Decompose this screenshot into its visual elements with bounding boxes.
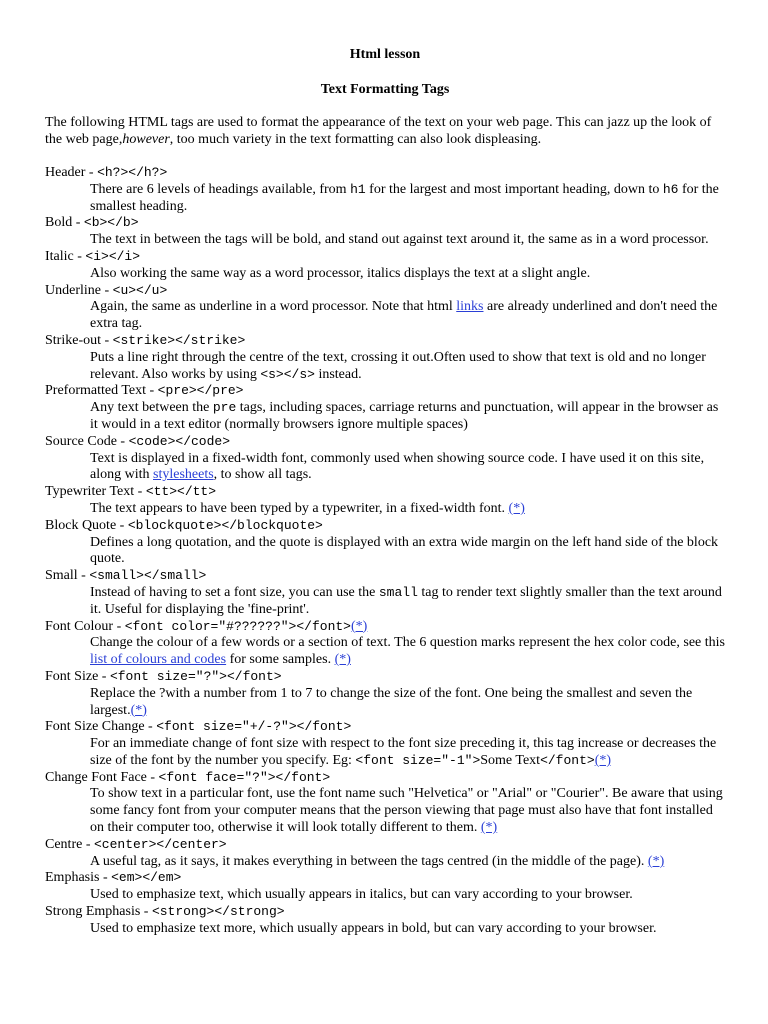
- page-title: Html lesson: [349, 47, 421, 62]
- desc-preformatted-text: [90, 400, 725, 434]
- term-label: Centre -: [45, 836, 94, 852]
- inline-code: small: [378, 584, 418, 600]
- term-label: Emphasis -: [45, 870, 112, 886]
- links-link[interactable]: links: [456, 299, 484, 315]
- term-label: Font Size -: [45, 668, 110, 684]
- desc-text: are already underlined and don't need the extra tag.: [90, 299, 718, 332]
- desc-text: Instead of having to set a font size, you can use the: [90, 584, 379, 600]
- desc-text: Change the colour of a few words or a section of text. The 6 question marks represent the hex color code, see this: [90, 635, 725, 651]
- term-tag: <tt></tt>: [145, 484, 217, 500]
- term-font-colour: [45, 619, 725, 636]
- desc-strike-out: [90, 350, 725, 384]
- example-link[interactable]: (*): [594, 752, 612, 768]
- term-label: Italic -: [45, 248, 86, 264]
- term-emphasis: [45, 870, 725, 887]
- term-tag: <b></b>: [83, 215, 139, 231]
- term-strike-out: [45, 333, 725, 350]
- inline-code: </font>: [540, 752, 595, 768]
- term-label: Small -: [45, 568, 90, 584]
- example-link[interactable]: (*): [350, 618, 368, 634]
- document-page: [45, 46, 725, 938]
- term-block-quote: [45, 518, 725, 535]
- term-label: Font Colour -: [45, 618, 125, 634]
- term-label: Typewriter Text -: [45, 484, 146, 500]
- desc-text: The text appears to have been typed by a typewriter, in a fixed-width font.: [90, 500, 509, 516]
- example-link[interactable]: (*): [508, 500, 525, 516]
- desc-text: Defines a long quotation, and the quote is displayed with an extra wide margin on the left hand side of the block quote.: [90, 534, 719, 567]
- desc-font-size-change: [90, 736, 725, 770]
- intro-paragraph: [45, 115, 725, 148]
- term-tag: <blockquote></blockquote>: [127, 517, 323, 533]
- term-source-code: [45, 434, 725, 451]
- desc-emphasis: [90, 887, 725, 904]
- term-strong-emphasis: [45, 904, 725, 921]
- term-font-size-change: [45, 719, 725, 736]
- intro-emphasis: however: [122, 131, 170, 147]
- desc-text: for the smallest heading.: [90, 181, 719, 214]
- desc-text: , to show all tags.: [213, 467, 312, 483]
- term-tag: <code></code>: [128, 433, 231, 449]
- term-centre: [45, 837, 725, 854]
- desc-text: Again, the same as underline in a word processor. Note that html: [90, 299, 457, 315]
- term-tag: <u></u>: [112, 282, 168, 298]
- desc-italic: [90, 266, 725, 283]
- desc-text: Replace the ?with a number from 1 to 7 to change the size of the font. One being the smallest and seven the largest.: [90, 685, 693, 718]
- intro-text: The following HTML tags are used to format the appearance of the text on your web page. This can jazz up the look of the web page,: [45, 115, 712, 147]
- stylesheets-link[interactable]: stylesheets: [153, 467, 214, 483]
- example-link[interactable]: (*): [130, 702, 147, 718]
- desc-text: Used to emphasize text more, which usually appears in bold, but can vary according to your browser.: [90, 920, 657, 936]
- term-small: [45, 568, 725, 585]
- term-label: Underline -: [45, 282, 113, 298]
- example-link[interactable]: (*): [647, 853, 665, 869]
- term-label: Preformatted Text -: [45, 383, 158, 399]
- term-tag: <center></center>: [93, 836, 227, 852]
- term-italic: [45, 249, 725, 266]
- term-preformatted-text: [45, 383, 725, 400]
- term-label: Source Code -: [45, 433, 129, 449]
- desc-text: Used to emphasize text, which usually appears in italics, but can vary according to your browser.: [90, 887, 633, 903]
- term-font-size: [45, 669, 725, 686]
- desc-source-code: [90, 451, 725, 485]
- desc-typewriter-text: [90, 501, 725, 518]
- desc-text: Text is displayed in a fixed-width font, commonly used when showing source code. I have used it on this site, along with: [90, 450, 705, 483]
- desc-text: for some samples.: [226, 652, 335, 668]
- term-typewriter-text: [45, 484, 725, 501]
- desc-text: Any text between the: [90, 400, 213, 416]
- example-link[interactable]: (*): [334, 652, 351, 668]
- term-tag: <h?></h?>: [97, 165, 168, 180]
- desc-text: A useful tag, as it says, it makes everything in between the tags centred (in the middle of the page).: [90, 853, 648, 869]
- term-tag: <strong></strong>: [151, 904, 285, 920]
- desc-underline: [90, 299, 725, 333]
- desc-text: Also working the same way as a word processor, italics displays the text at a slight angle.: [90, 265, 591, 281]
- desc-header: [90, 182, 725, 216]
- desc-text: The text in between the tags will be bold, and stand out against text around it, the same as in a word processor.: [90, 232, 709, 248]
- term-change-font-face: [45, 770, 725, 787]
- term-tag: <font size="+/-?"></font>: [156, 719, 352, 735]
- term-label: Font Size Change -: [45, 719, 157, 735]
- inline-code: h6: [662, 181, 679, 197]
- inline-code: <font size="-1">: [355, 752, 481, 768]
- term-tag: <small></small>: [89, 568, 207, 584]
- inline-code: pre: [212, 400, 237, 416]
- term-tag: <font color="#??????"></font>: [124, 618, 351, 634]
- term-tag: <font face="?"></font>: [158, 769, 331, 785]
- inline-code: <s></s>: [260, 366, 315, 382]
- desc-bold: [90, 232, 725, 249]
- term-label: Bold -: [45, 215, 84, 231]
- colours-list-link[interactable]: list of colours and codes: [90, 652, 227, 668]
- desc-text: For an immediate change of font size with respect to the font size preceding it, this tag increase or decreases the size of the font by the number you specify. Eg:: [90, 736, 717, 768]
- intro-text: , too much variety in the text formatting can also look displeasing.: [169, 131, 542, 147]
- desc-font-size: [90, 686, 725, 720]
- desc-text: Puts a line right through the centre of the text, crossing it out.Often used to show that text is old and no longer relevant. Also works by using: [90, 349, 706, 382]
- term-label: Strong Emphasis -: [45, 904, 152, 920]
- page-subtitle: Text Formatting Tags: [320, 82, 450, 97]
- example-link[interactable]: (*): [480, 820, 498, 836]
- desc-change-font-face: [90, 786, 725, 836]
- term-tag: <i></i>: [85, 248, 141, 264]
- inline-code: h1: [350, 181, 366, 197]
- desc-text: instead.: [314, 366, 362, 382]
- desc-small: [90, 585, 725, 619]
- term-underline: [45, 283, 725, 300]
- term-label: Strike-out -: [45, 332, 113, 348]
- term-header: [45, 165, 725, 182]
- term-label: Change Font Face -: [45, 769, 159, 785]
- desc-font-colour: [90, 635, 725, 669]
- desc-text: tag to render text slightly smaller than the text around it. Useful for displaying the 'fine-print'.: [90, 584, 722, 617]
- desc-text: tags, including spaces, carriage returns and punctuation, will appear in the browser as it would in a text editor (normally browsers ignore multiple spaces): [90, 400, 719, 432]
- desc-centre: [90, 854, 725, 871]
- desc-text: There are 6 levels of headings available, from: [90, 181, 351, 197]
- desc-text: for the largest and most important heading, down to: [365, 181, 663, 197]
- term-tag: <pre></pre>: [157, 383, 244, 399]
- term-bold: [45, 215, 725, 232]
- desc-strong-emphasis: [90, 921, 725, 938]
- desc-text: Some Text: [480, 752, 541, 768]
- desc-block-quote: [90, 535, 725, 569]
- term-tag: <strike></strike>: [112, 332, 246, 348]
- tag-list: [45, 165, 725, 938]
- term-label: Block Quote -: [45, 517, 128, 533]
- desc-text: To show text in a particular font, use the font name such "Helvetica" or "Arial" or "Courier". Be aware that using some fancy font from your computer means that the person viewing that page must also have that font installed on their computer too, otherwise it will look totally different to them.: [90, 786, 723, 836]
- term-tag: <font size="?"></font>: [109, 668, 282, 684]
- term-tag: <em></em>: [111, 870, 182, 886]
- term-label: Header -: [45, 165, 98, 180]
